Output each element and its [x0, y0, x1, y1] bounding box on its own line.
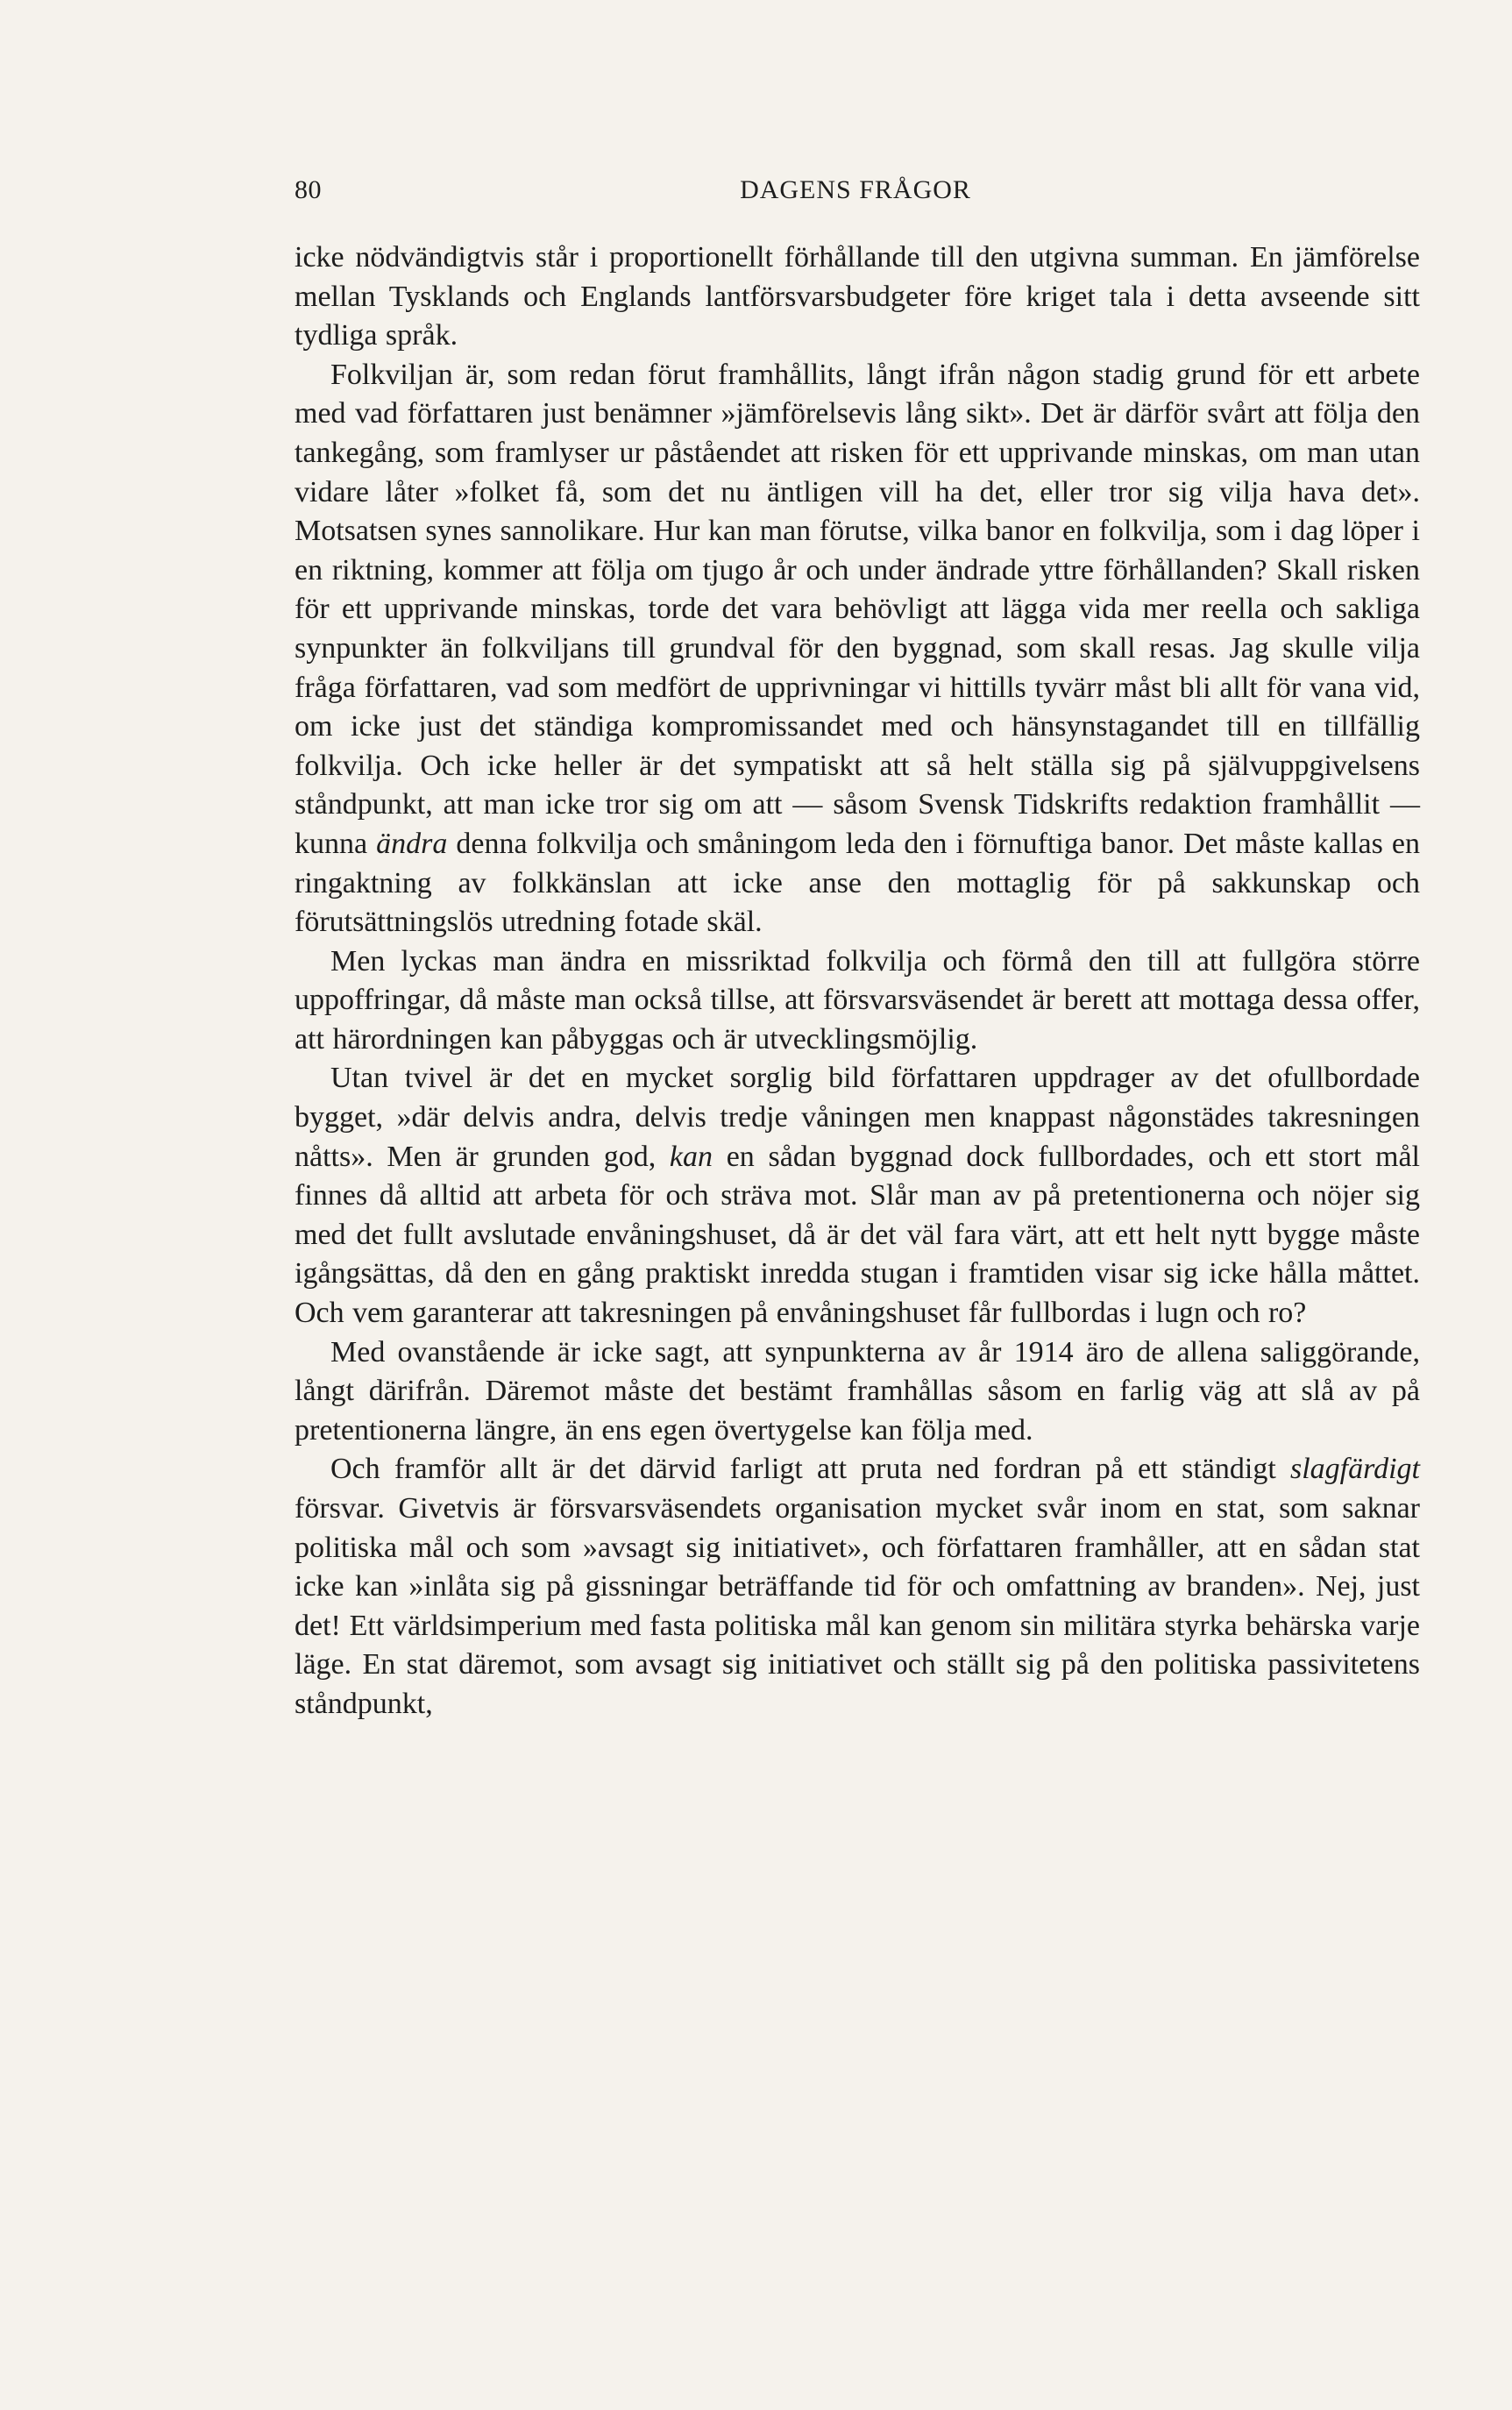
paragraph-5 [295, 1333, 1420, 1451]
paragraph-4-text: Utan tvivel är det en mycket sorglig bild författaren uppdrager av det ofullbordade bygget, »där delvis andra, delvis tredje våningen men knappast någonstädes takresningen nåtts». Men är grunden god, [295, 1062, 1420, 1173]
paragraph-2-text-cont: denna folkvilja och småningom leda den i förnuftiga banor. Det måste kallas en ringaktning av folkkänslan att icke anse den mottaglig för på sakkunskap och förutsättningslös utredning fotade skäl. [295, 827, 1421, 939]
paragraph-6-text-cont: försvar. Givetvis är försvarsväsendets organisation mycket svår inom en stat, som saknar politiska mål och som »avsagt sig initiativet», och författaren framhåller, att en sådan stat icke kan »inlåta sig på gissningar beträffande tid för och omfattning av branden». Nej, just det! Ett världsimperium med fasta politiska mål kan genom sin militära styrka behärska varje läge. En stat däremot, som avsagt sig initiativet och ställt sig på den politiska passivitetens ståndpunkt, [295, 1492, 1420, 1720]
running-header [295, 175, 1416, 210]
body-text [295, 238, 1420, 1724]
paragraph-4-text-cont: en sådan byggnad dock fullbordades, och ett stort mål finnes då alltid att arbeta för och sträva mot. Slår man av på pretentionerna och nöjer sig med det fullt avslutade envåningshuset, då är det väl fara värt, att ett helt nytt bygge måste igångsättas, då den en gång praktiskt inredda stugan i framtiden visar sig icke hålla måttet. Och vem garanterar att takresningen på envåningshuset får fullbordas i lugn och ro? [295, 1140, 1420, 1330]
paragraph-5-text: Med ovanstående är icke sagt, att synpunkterna av år 1914 äro de allena saliggörande, långt därifrån. Däremot måste det bestämt framhållas såsom en farlig väg att slå av på pretentionerna längre, än ens egen övertygelse kan följa med. [295, 1335, 1420, 1447]
emphasis-kan: kan [669, 1140, 713, 1173]
paragraph-1-text: icke nödvändigtvis står i proportionellt förhållande till den utgivna summan. En jämförelse mellan Tysklands och Englands lantförsvarsbudgeter före kriget tala i detta avseende sitt tydliga språk. [295, 241, 1420, 352]
paragraph-6-text: Och framför allt är det därvid farligt att pruta ned fordran på ett ständigt [330, 1453, 1290, 1486]
paragraph-6 [295, 1450, 1420, 1724]
paragraph-2-text: Folkviljan är, som redan förut framhållits, långt ifrån någon stadig grund för ett arbete med vad författaren just benämner »jämförelsevis lång sikt». Det är därför svårt att följa den tankegång, som framlyser ur påståendet att risken för ett upprivande minskas, om man utan vidare låter »folket få, som det nu äntligen vill ha det, eller tror sig vilja hava det». Motsatsen synes sannolikare. Hur kan man förutse, vilka banor en folkvilja, som i dag löper i en riktning, kommer att följa om tjugo år och under ändrade yttre förhållanden? Skall risken för ett upprivande minskas, torde det vara behövligt att lägga vida mer reella och sakliga synpunkter än folkviljans till grundval för den byggnad, som skall resas. Jag skulle vilja fråga författaren, vad som medfört de upprivningar vi hittills tyvärr måst bli allt för vana vid, om icke just det ständiga kompromissandet med och hänsynstagandet till en tillfällig folkvilja. Och icke heller är det sympatiskt att så helt ställa sig på självuppgivelsens ståndpunkt, att man icke tror sig om att — såsom Svensk Tidskrifts redaktion framhållit — kunna [295, 358, 1420, 860]
paragraph-3-text: Men lyckas man ändra en missriktad folkvilja och förmå den till att fullgöra större uppoffringar, då måste man också tillse, att försvarsväsendet är berett att mottaga dessa offer, att härordningen kan påbyggas och är utvecklingsmöjlig. [295, 944, 1420, 1056]
paragraph-4 [295, 1059, 1420, 1333]
emphasis-slagfardigt: slagfärdigt [1290, 1453, 1420, 1486]
emphasis-andra: ändra [376, 827, 448, 860]
paragraph-1 [295, 238, 1420, 356]
page-number: 80 [295, 175, 322, 204]
running-title: DAGENS FRÅGOR [740, 175, 971, 204]
paragraph-3 [295, 942, 1420, 1060]
paragraph-2 [295, 356, 1420, 942]
